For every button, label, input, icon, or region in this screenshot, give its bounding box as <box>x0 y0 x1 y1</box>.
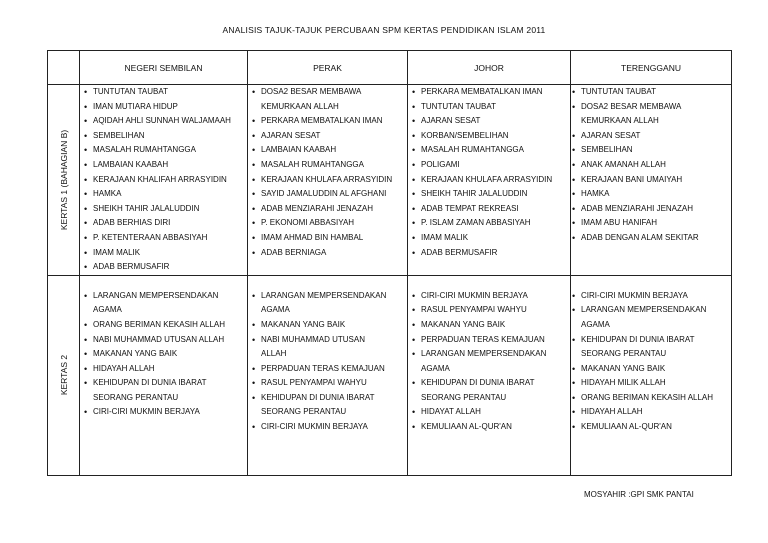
topic-item: • RASUL PENYAMPAI WAHYU <box>411 303 570 318</box>
row-label-kertas-1 <box>48 85 80 276</box>
topic-item: • MAKANAN YANG BAIK <box>571 362 731 377</box>
topic-item: • HIDAYAT ALLAH <box>411 405 570 420</box>
header-row <box>48 51 732 85</box>
topic-item-continuation: AGAMA <box>581 319 610 329</box>
topic-item: • AQIDAH AHLI SUNNAH WALJAMAAH <box>83 114 247 129</box>
topic-item: • ADAB MENZIARAHI JENAZAH <box>251 202 407 217</box>
topic-item: • IMAN MUTIARA HIDUP <box>83 100 247 115</box>
topic-item: • DOSA2 BESAR MEMBAWA <box>571 100 731 115</box>
topic-item-continuation: KEMURKAAN ALLAH <box>581 116 659 126</box>
cell <box>248 85 408 276</box>
topic-item: • NABI MUHAMMAD UTUSAN <box>251 333 407 348</box>
row-label-text: KERTAS 2 <box>58 355 69 396</box>
topic-item: • ADAB DENGAN ALAM SEKITAR <box>571 231 731 246</box>
topic-item-continuation: SEORANG PERANTAU <box>93 392 179 402</box>
topic-item: • KERAJAAN KHULAFA ARRASYIDIN <box>251 173 407 188</box>
topic-list <box>251 276 407 435</box>
topic-item-continuation: KEMURKAAN ALLAH <box>261 101 339 111</box>
topic-item: • ADAB BERNIAGA <box>251 246 407 261</box>
footer-credit: MOSYAHIR :GPI SMK PANTAI <box>584 490 694 499</box>
cell <box>571 275 732 475</box>
topic-list <box>83 85 247 275</box>
topic-item: • CIRI-CIRI MUKMIN BERJAYA <box>411 289 570 304</box>
topic-item: • TUNTUTAN TAUBAT <box>411 100 570 115</box>
topic-item: • KERAJAAN BANI UMAIYAH <box>571 173 731 188</box>
topic-item: • LAMBAIAN KAABAH <box>83 158 247 173</box>
topic-item: • KORBAN/SEMBELIHAN <box>411 129 570 144</box>
row-label-kertas-2 <box>48 275 80 475</box>
cell <box>408 85 571 276</box>
topic-item: • ADAB MENZIARAHI JENAZAH <box>571 202 731 217</box>
topic-item: • ADAB BERMUSAFIR <box>83 260 247 275</box>
topic-item: • KEHIDUPAN DI DUNIA IBARAT <box>411 376 570 391</box>
topic-item: • MAKANAN YANG BAIK <box>83 347 247 362</box>
topic-item: • TUNTUTAN TAUBAT <box>83 85 247 100</box>
topic-item: • IMAM MALIK <box>83 246 247 261</box>
topic-item: • KEMULIAAN AL-QUR'AN <box>411 420 570 435</box>
topic-item: • ADAB TEMPAT REKREASI <box>411 202 570 217</box>
topic-item: • KERAJAAN KHULAFA ARRASYIDIN <box>411 173 570 188</box>
topic-item: • ORANG BERIMAN KEKASIH ALLAH <box>83 318 247 333</box>
topic-item: • KERAJAAN KHALIFAH ARRASYIDIN <box>83 173 247 188</box>
topic-item: • P. ISLAM ZAMAN ABBASIYAH <box>411 216 570 231</box>
topic-item: • CIRI-CIRI MUKMIN BERJAYA <box>571 289 731 304</box>
topic-item: • IMAM AHMAD BIN HAMBAL <box>251 231 407 246</box>
topic-item: • SHEIKH TAHIR JALALUDDIN <box>411 187 570 202</box>
topic-item: • CIRI-CIRI MUKMIN BERJAYA <box>83 405 247 420</box>
topic-item: • NABI MUHAMMAD UTUSAN ALLAH <box>83 333 247 348</box>
document-title: ANALISIS TAJUK-TAJUK PERCUBAAN SPM KERTAS PENDIDIKAN ISLAM 2011 <box>222 25 546 35</box>
corner-cell <box>48 51 80 85</box>
topic-item: • MAKANAN YANG BAIK <box>411 318 570 333</box>
column-header-perak: PERAK <box>248 51 408 85</box>
topic-item-continuation: SEORANG PERANTAU <box>581 349 667 359</box>
topic-list <box>411 276 570 435</box>
topic-item: • AJARAN SESAT <box>411 114 570 129</box>
topic-item: • PERPADUAN TERAS KEMAJUAN <box>251 362 407 377</box>
cell <box>571 85 732 276</box>
topic-item-continuation: AGAMA <box>421 363 450 373</box>
topic-item: • P. EKONOMI ABBASIYAH <box>251 216 407 231</box>
topic-item: • LARANGAN MEMPERSENDAKAN <box>571 303 731 318</box>
topic-item-continuation: ALLAH <box>261 349 287 359</box>
topic-item: • HIDAYAH ALLAH <box>571 405 731 420</box>
topic-item: • SHEIKH TAHIR JALALUDDIN <box>83 202 247 217</box>
topic-item: • RASUL PENYAMPAI WAHYU <box>251 376 407 391</box>
column-header-johor: JOHOR <box>408 51 571 85</box>
topic-item: • CIRI-CIRI MUKMIN BERJAYA <box>251 420 407 435</box>
topic-item: • PERKARA MEMBATALKAN IMAN <box>411 85 570 100</box>
topic-list <box>571 276 731 435</box>
topic-item-continuation: AGAMA <box>93 305 122 315</box>
topic-item: • LARANGAN MEMPERSENDAKAN <box>251 289 407 304</box>
topic-item: • ANAK AMANAH ALLAH <box>571 158 731 173</box>
topic-item: • PERPADUAN TERAS KEMAJUAN <box>411 333 570 348</box>
topic-item: • ADAB BERHIAS DIRI <box>83 216 247 231</box>
topic-item: • TUNTUTAN TAUBAT <box>571 85 731 100</box>
topic-item: • HIDAYAH ALLAH <box>83 362 247 377</box>
topic-item: • PERKARA MEMBATALKAN IMAN <box>251 114 407 129</box>
topic-item: • HAMKA <box>571 187 731 202</box>
topic-item: • P. KETENTERAAN ABBASIYAH <box>83 231 247 246</box>
cell <box>80 275 248 475</box>
topic-item: • MASALAH RUMAHTANGGA <box>251 158 407 173</box>
topic-item: • KEHIDUPAN DI DUNIA IBARAT <box>83 376 247 391</box>
topic-item: • HAMKA <box>83 187 247 202</box>
topic-list <box>83 276 247 420</box>
column-header-terengganu: TERENGGANU <box>571 51 732 85</box>
topic-item: • SEMBELIHAN <box>83 129 247 144</box>
topic-item: • ORANG BERIMAN KEKASIH ALLAH <box>571 391 731 406</box>
topic-item: • AJARAN SESAT <box>571 129 731 144</box>
topic-item: • MASALAH RUMAHTANGGA <box>83 143 247 158</box>
topic-item: • LARANGAN MEMPERSENDAKAN <box>411 347 570 362</box>
topic-list <box>251 85 407 260</box>
topic-item: • LARANGAN MEMPERSENDAKAN <box>83 289 247 304</box>
topic-item-continuation: SEORANG PERANTAU <box>261 407 347 417</box>
cell <box>408 275 571 475</box>
row-label-text: KERTAS 1 (BAHAGIAN B) <box>58 129 69 231</box>
topic-list <box>571 85 731 246</box>
cell <box>80 85 248 276</box>
topic-item: • MAKANAN YANG BAIK <box>251 318 407 333</box>
topic-item-continuation: AGAMA <box>261 305 290 315</box>
topic-item: • POLIGAMI <box>411 158 570 173</box>
topic-item: • IMAM MALIK <box>411 231 570 246</box>
analysis-table <box>47 50 732 476</box>
topic-item: • HIDAYAH MILIK ALLAH <box>571 376 731 391</box>
row-kertas-1 <box>48 85 732 276</box>
topic-item: • ADAB BERMUSAFIR <box>411 246 570 261</box>
topic-item: • KEHIDUPAN DI DUNIA IBARAT <box>571 333 731 348</box>
topic-item: • SAYID JAMALUDDIN AL AFGHANI <box>251 187 407 202</box>
topic-list <box>411 85 570 260</box>
topic-item-continuation: SEORANG PERANTAU <box>421 392 507 402</box>
column-header-negeri-sembilan: NEGERI SEMBILAN <box>80 51 248 85</box>
topic-item: • LAMBAIAN KAABAH <box>251 143 407 158</box>
topic-item: • KEMULIAAN AL-QUR'AN <box>571 420 731 435</box>
topic-item: • IMAM ABU HANIFAH <box>571 216 731 231</box>
topic-item: • DOSA2 BESAR MEMBAWA <box>251 85 407 100</box>
topic-item: • AJARAN SESAT <box>251 129 407 144</box>
topic-item: • KEHIDUPAN DI DUNIA IBARAT <box>251 391 407 406</box>
row-kertas-2 <box>48 275 732 475</box>
topic-item: • SEMBELIHAN <box>571 143 731 158</box>
cell <box>248 275 408 475</box>
topic-item: • MASALAH RUMAHTANGGA <box>411 143 570 158</box>
